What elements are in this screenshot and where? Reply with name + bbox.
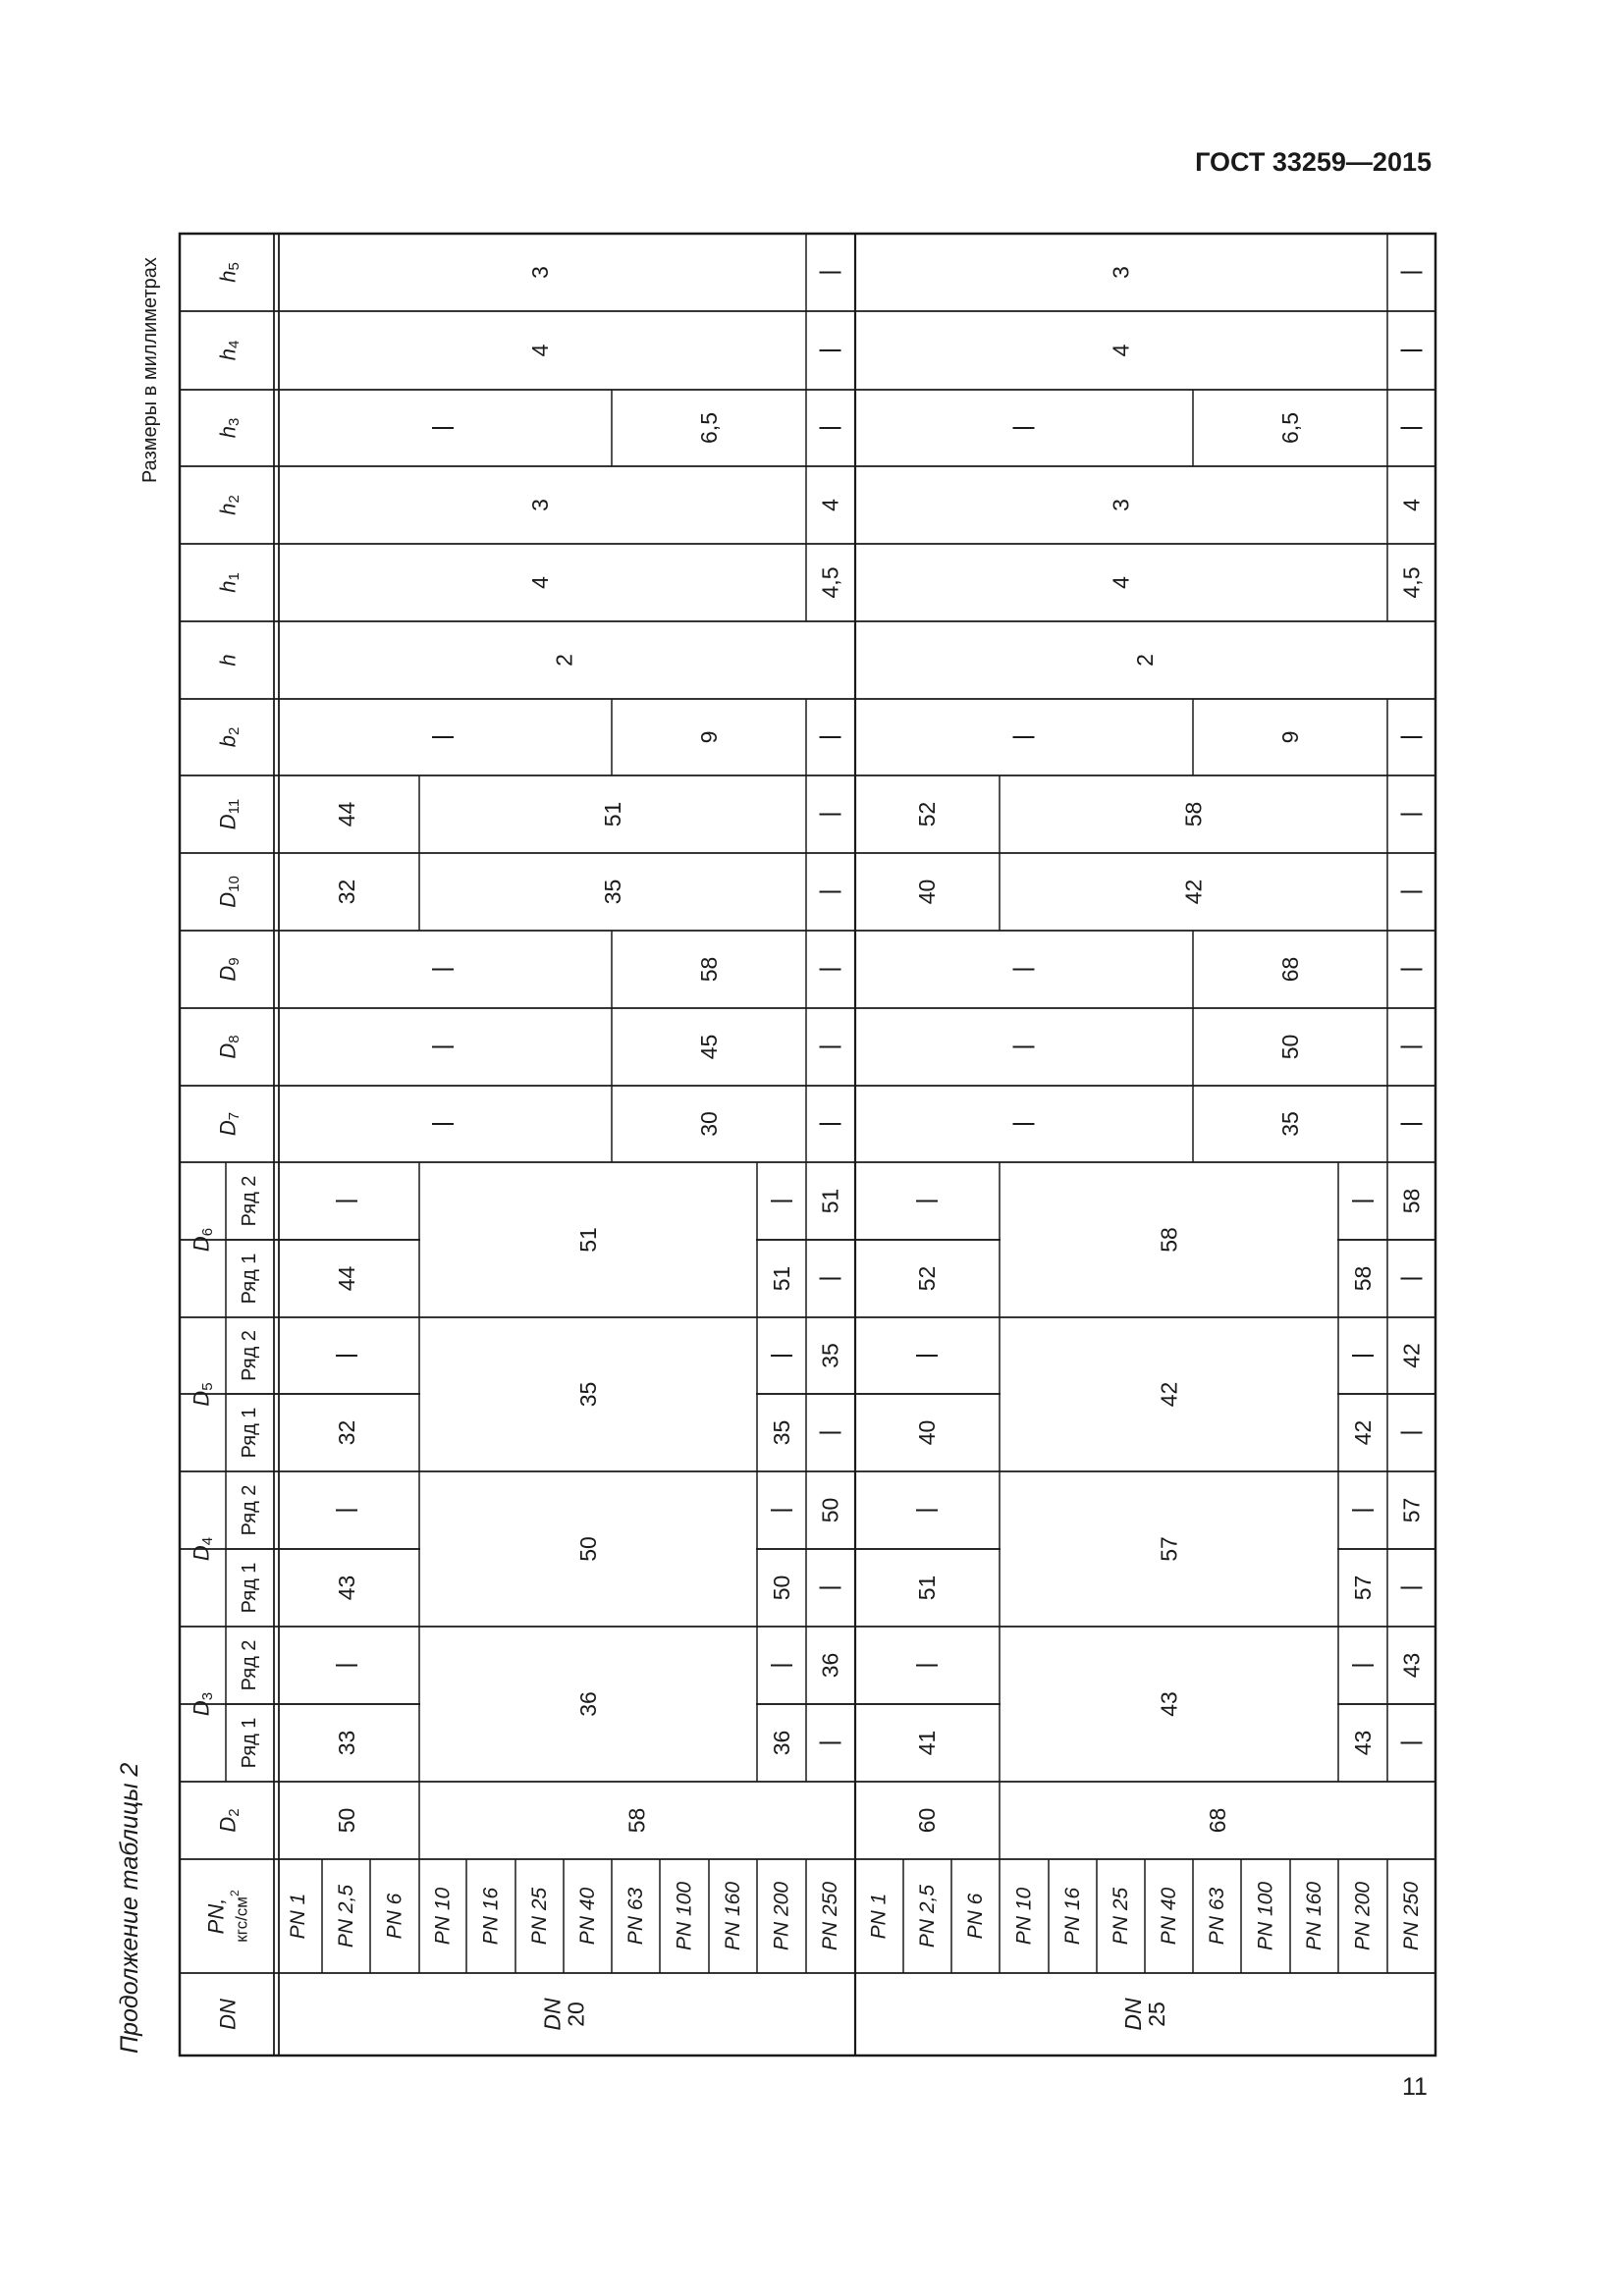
pn-label: PN 200 bbox=[1351, 1881, 1375, 1951]
pn-label: PN 250 bbox=[1400, 1881, 1423, 1951]
column-header-h4: $h_4$ bbox=[215, 340, 243, 361]
column-header-D8: $D_8$ bbox=[215, 1035, 243, 1059]
D10-value: 40 bbox=[914, 879, 940, 905]
h2-value: 3 bbox=[527, 499, 553, 511]
b2-value: 9 bbox=[696, 730, 722, 744]
series-label-row1: Ряд 1 bbox=[239, 1562, 260, 1614]
D10-value: 42 bbox=[1180, 879, 1207, 905]
column-header-D7: $D_7$ bbox=[215, 1111, 243, 1137]
D9-value: 58 bbox=[696, 956, 722, 983]
pn-label: PN 200 bbox=[770, 1881, 793, 1951]
dn-label: DN bbox=[539, 1998, 566, 2031]
h1-value: 4,5 bbox=[1398, 566, 1425, 599]
table-caption: Продолжение таблицы 2 bbox=[116, 1762, 143, 2054]
pn-label: PN 6 bbox=[964, 1893, 987, 1940]
pn-label: PN 1 bbox=[287, 1893, 309, 1940]
pn-label: PN 10 bbox=[431, 1887, 455, 1946]
D3-row1-value: 33 bbox=[334, 1730, 359, 1756]
D2-value: 68 bbox=[1205, 1807, 1230, 1834]
series-label-row2: Ряд 2 bbox=[239, 1484, 260, 1536]
D8-value: 50 bbox=[1277, 1034, 1303, 1060]
column-header-h3: $h_3$ bbox=[215, 417, 243, 439]
column-header-h2: $h_2$ bbox=[215, 495, 243, 515]
D4-row1-value: 50 bbox=[769, 1575, 794, 1601]
pn-label: PN 10 bbox=[1012, 1887, 1036, 1946]
D3-merged-value: 36 bbox=[575, 1691, 601, 1717]
pn-label: PN 63 bbox=[1206, 1887, 1228, 1946]
pn-label: PN 16 bbox=[479, 1887, 503, 1946]
D2-value: 50 bbox=[334, 1807, 359, 1834]
column-header-D9: $D_9$ bbox=[215, 957, 243, 982]
h1-value: 4,5 bbox=[817, 566, 843, 599]
column-header-pn-unit: кгс/$см^2$ bbox=[228, 1890, 251, 1943]
column-header-D6: $D_6$ bbox=[189, 1227, 216, 1253]
D6-row2-value: 51 bbox=[817, 1188, 843, 1214]
D3-row2-value: 36 bbox=[817, 1652, 843, 1679]
series-label-row2: Ряд 2 bbox=[239, 1175, 260, 1227]
h4-value: 4 bbox=[527, 344, 553, 357]
D3-row1-value: 43 bbox=[1350, 1730, 1376, 1756]
column-header-D3: $D_3$ bbox=[189, 1691, 216, 1717]
h5-value: 3 bbox=[1108, 266, 1134, 279]
pn-label: PN 25 bbox=[1110, 1887, 1132, 1946]
D6-merged-value: 51 bbox=[575, 1227, 601, 1253]
D3-row2-value: 43 bbox=[1398, 1652, 1425, 1679]
h-value: 2 bbox=[1132, 654, 1158, 667]
D9-value: 68 bbox=[1277, 956, 1303, 983]
h-value: 2 bbox=[551, 654, 577, 667]
column-header-D11: $D_{11}$ bbox=[215, 798, 243, 830]
D4-row1-value: 57 bbox=[1350, 1575, 1376, 1601]
dn-value: 20 bbox=[563, 2002, 589, 2027]
column-header-D5: $D_5$ bbox=[189, 1382, 216, 1407]
units-note: Размеры в миллиметрах bbox=[139, 257, 161, 483]
h4-value: 4 bbox=[1108, 344, 1134, 357]
pn-label: PN 250 bbox=[819, 1881, 841, 1951]
column-header-D10: $D_{10}$ bbox=[215, 876, 243, 908]
D5-row2-value: 35 bbox=[817, 1343, 843, 1368]
pn-label: PN 100 bbox=[673, 1881, 696, 1951]
pn-label: PN 6 bbox=[383, 1893, 406, 1940]
h5-value: 3 bbox=[527, 266, 553, 279]
D5-row1-value: 32 bbox=[334, 1419, 359, 1446]
pn-label: PN 160 bbox=[1303, 1881, 1326, 1951]
series-label-row2: Ряд 2 bbox=[239, 1330, 260, 1381]
pn-label: PN 2,5 bbox=[335, 1884, 357, 1949]
D2-value: 60 bbox=[914, 1807, 940, 1834]
series-label-row1: Ряд 1 bbox=[239, 1253, 260, 1305]
page-number: 11 bbox=[1402, 2073, 1428, 2101]
dn-label: DN bbox=[1120, 1998, 1146, 2031]
pn-label: PN 63 bbox=[624, 1887, 647, 1946]
D6-row2-value: 58 bbox=[1398, 1188, 1425, 1214]
D6-row1-value: 51 bbox=[769, 1265, 794, 1292]
column-header-h5: $h_5$ bbox=[215, 262, 243, 283]
document-header: ГОСТ 33259—2015 bbox=[1195, 147, 1432, 177]
D6-row1-value: 44 bbox=[334, 1265, 359, 1292]
h1-value: 4 bbox=[1108, 576, 1134, 589]
D4-merged-value: 50 bbox=[575, 1536, 601, 1562]
D4-row2-value: 57 bbox=[1398, 1497, 1425, 1523]
h3-value: 6,5 bbox=[1277, 412, 1303, 444]
column-header-h1: $h_1$ bbox=[215, 572, 243, 593]
D4-row1-value: 51 bbox=[914, 1575, 940, 1601]
D4-row2-value: 50 bbox=[817, 1497, 843, 1523]
D4-merged-value: 57 bbox=[1156, 1536, 1182, 1562]
D6-row1-value: 58 bbox=[1350, 1265, 1376, 1292]
D3-row1-value: 41 bbox=[914, 1730, 940, 1756]
D2-value: 58 bbox=[623, 1807, 650, 1834]
D6-row1-value: 52 bbox=[914, 1265, 940, 1292]
D5-merged-value: 42 bbox=[1156, 1381, 1182, 1408]
column-header-pn: PN, bbox=[203, 1897, 229, 1935]
h1-value: 4 bbox=[527, 576, 553, 589]
column-header-dn: DN bbox=[215, 1999, 241, 2030]
D11-value: 58 bbox=[1180, 801, 1207, 828]
series-label-row1: Ряд 1 bbox=[239, 1717, 260, 1769]
D11-value: 51 bbox=[600, 801, 625, 828]
D11-value: 52 bbox=[914, 801, 940, 828]
h2-value: 4 bbox=[817, 499, 843, 511]
D11-value: 44 bbox=[334, 801, 359, 828]
column-header-D2: $D_2$ bbox=[215, 1808, 243, 1833]
b2-value: 9 bbox=[1277, 730, 1303, 744]
D3-row1-value: 36 bbox=[769, 1730, 794, 1756]
column-header-h: h bbox=[215, 654, 241, 667]
D10-value: 35 bbox=[600, 879, 625, 905]
pn-label: PN 160 bbox=[722, 1881, 744, 1951]
D3-merged-value: 43 bbox=[1156, 1691, 1182, 1717]
pn-label: PN 40 bbox=[576, 1887, 599, 1946]
series-label-row1: Ряд 1 bbox=[239, 1407, 260, 1459]
D5-row1-value: 42 bbox=[1350, 1419, 1376, 1446]
pn-label: PN 100 bbox=[1254, 1881, 1277, 1951]
pn-label: PN 2,5 bbox=[916, 1884, 939, 1949]
D10-value: 32 bbox=[334, 879, 359, 905]
D5-row1-value: 35 bbox=[769, 1419, 794, 1446]
column-header-b2: $b_2$ bbox=[215, 726, 243, 748]
D5-row2-value: 42 bbox=[1398, 1343, 1425, 1368]
h2-value: 4 bbox=[1398, 499, 1425, 511]
pn-label: PN 16 bbox=[1061, 1887, 1084, 1946]
h3-value: 6,5 bbox=[696, 412, 722, 444]
D4-row1-value: 43 bbox=[334, 1575, 359, 1601]
dn-value: 25 bbox=[1144, 2002, 1169, 2027]
D5-row1-value: 40 bbox=[914, 1419, 940, 1446]
D5-merged-value: 35 bbox=[575, 1381, 601, 1408]
D6-merged-value: 58 bbox=[1156, 1227, 1182, 1253]
D7-value: 35 bbox=[1277, 1111, 1303, 1137]
pn-label: PN 25 bbox=[528, 1887, 551, 1946]
column-header-D4: $D_4$ bbox=[189, 1536, 216, 1562]
h2-value: 3 bbox=[1108, 499, 1134, 511]
D8-value: 45 bbox=[696, 1034, 722, 1060]
D7-value: 30 bbox=[696, 1111, 722, 1137]
pn-label: PN 1 bbox=[867, 1893, 891, 1940]
pn-label: PN 40 bbox=[1158, 1887, 1180, 1946]
series-label-row2: Ряд 2 bbox=[239, 1639, 260, 1691]
